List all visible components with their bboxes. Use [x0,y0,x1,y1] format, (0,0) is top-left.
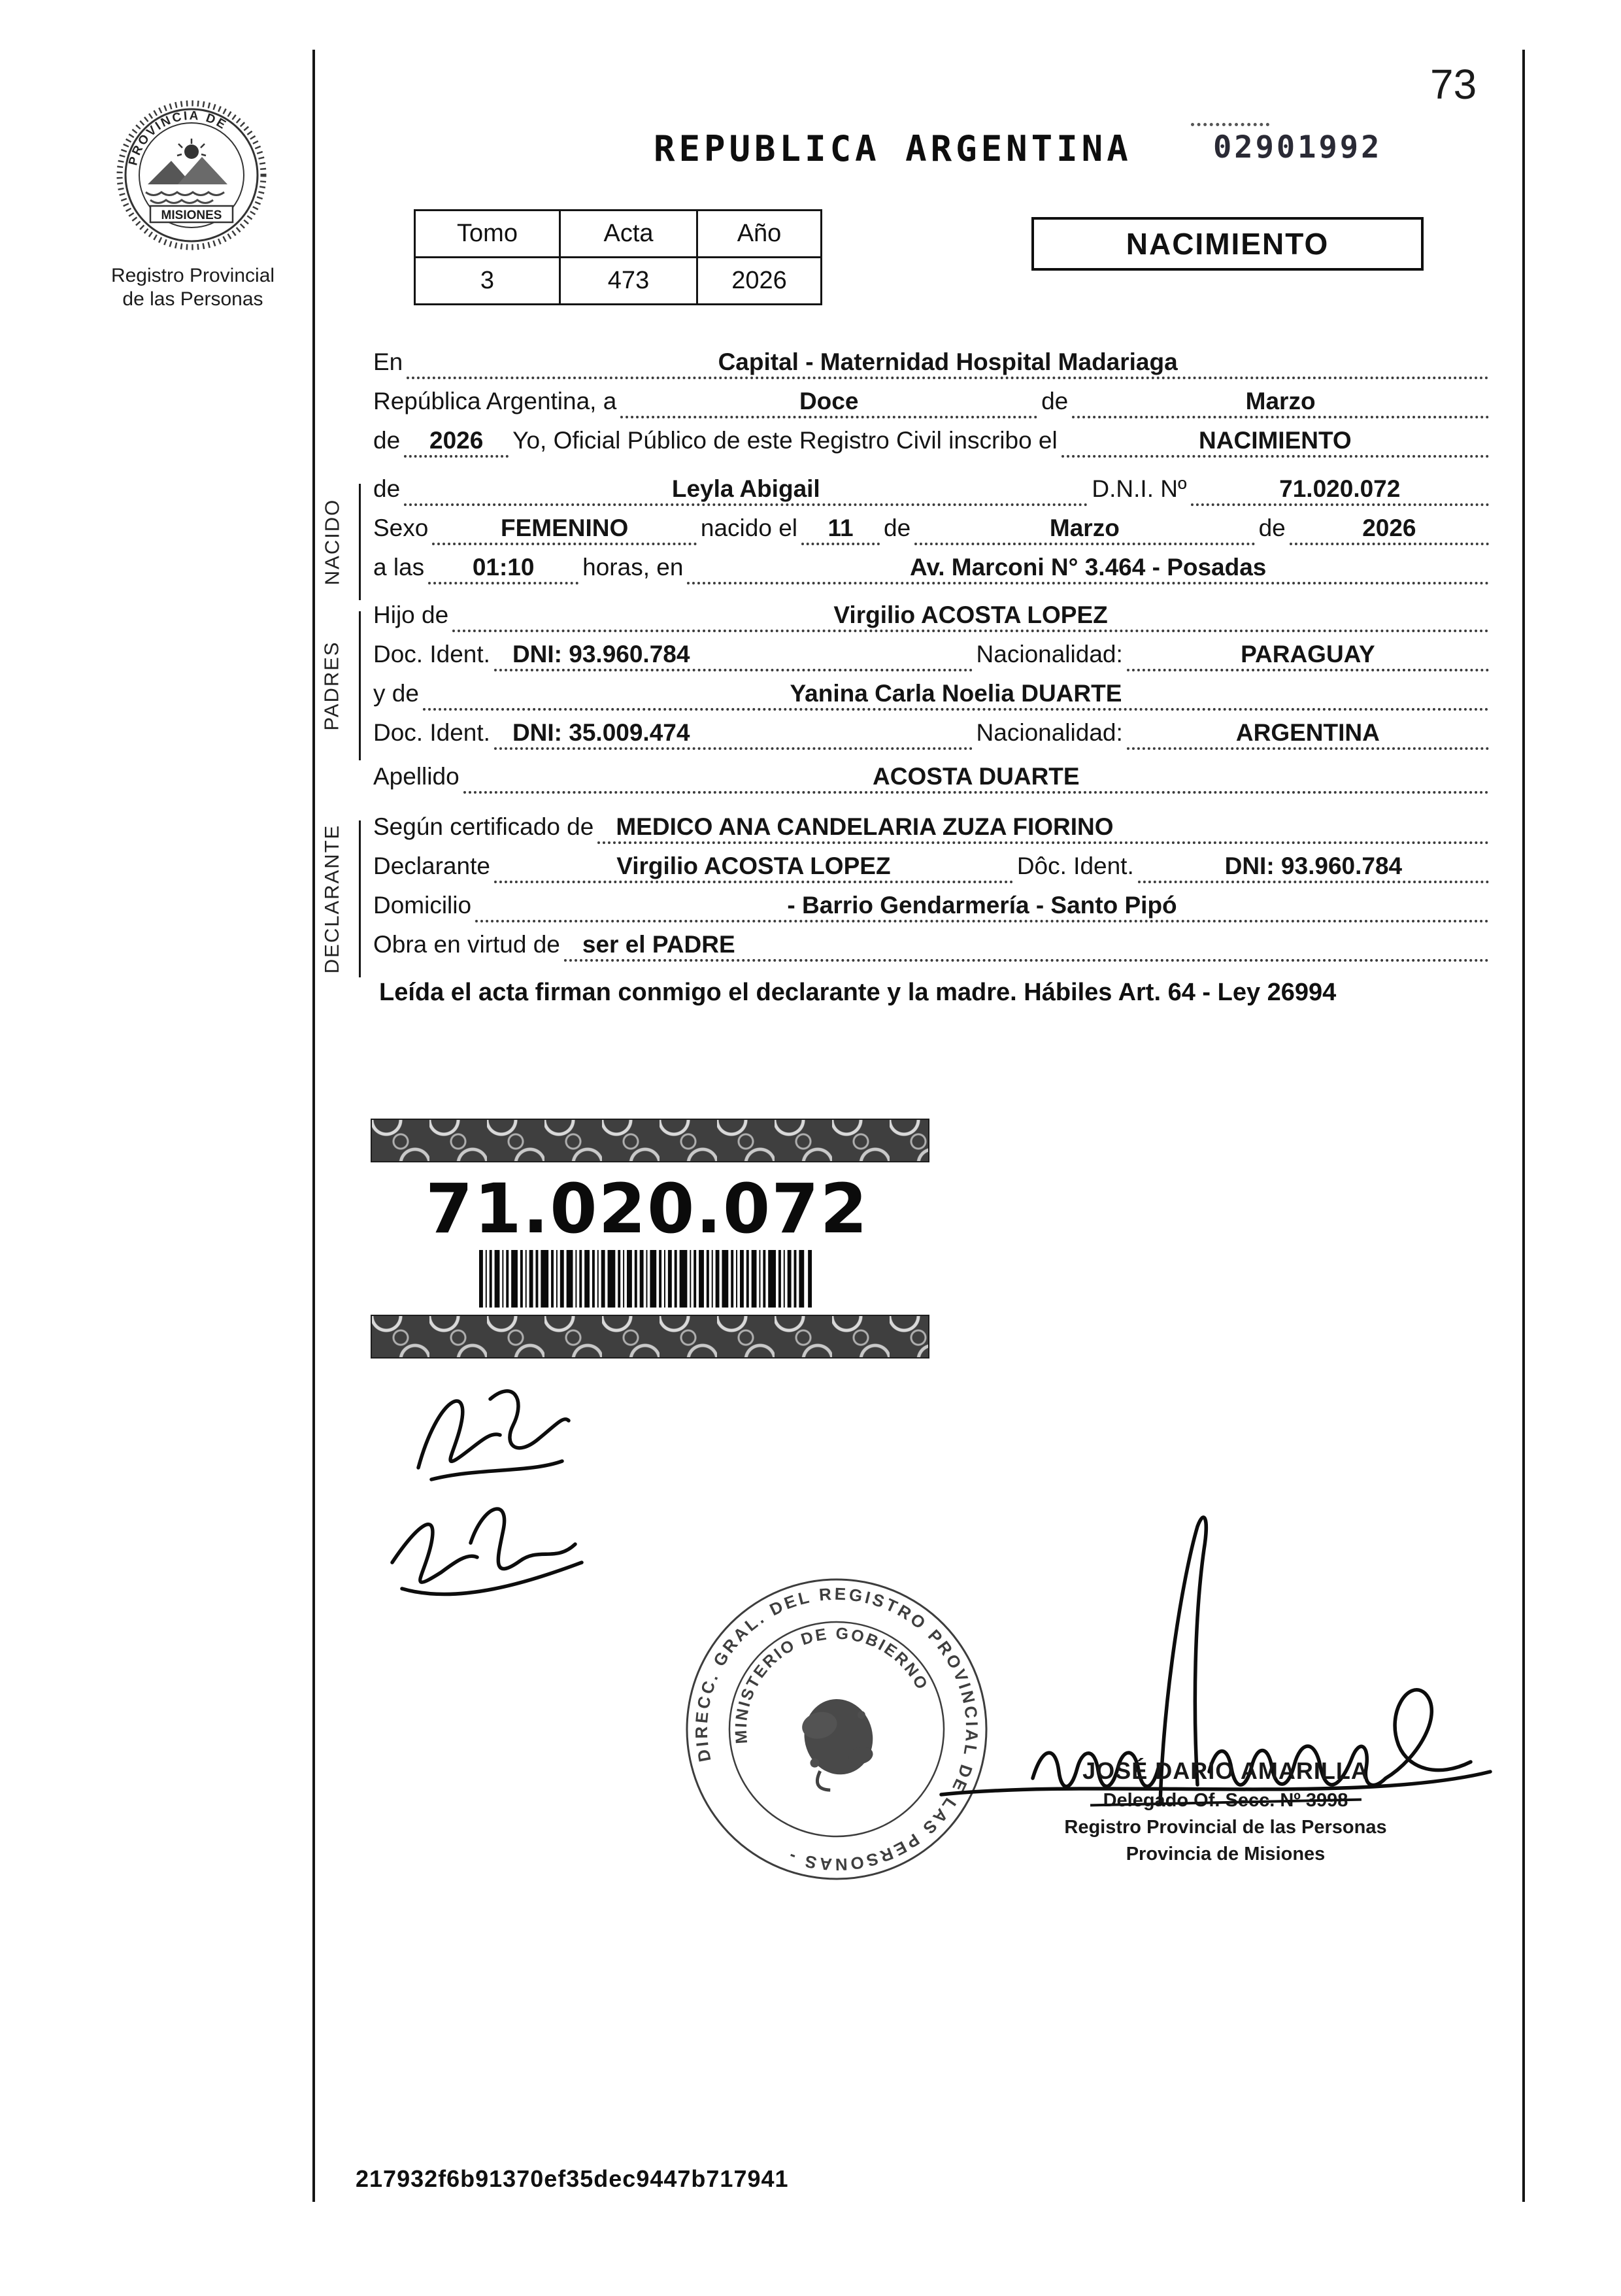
stamp-inner-text: MINISTERIO DE GOBIERNO [731,1624,932,1745]
official-name: JOSÉ DARIO AMARILLA [1082,1757,1369,1784]
en-value: Capital - Maternidad Hospital Madariaga [407,348,1489,379]
field-line-en: En Capital - Maternidad Hospital Madariaga [369,348,1489,379]
field-line-madre-doc: Doc. Ident. DNI: 35.009.474 Nacionalidad: ARGENTINA [369,719,1489,750]
day-value: Doce [620,388,1037,418]
field-line-fecha: República Argentina, a Doce de Marzo [369,388,1489,418]
obra-value: ser el PADRE [564,931,1489,962]
declarante-doc: DNI: 93.960.784 [1138,853,1489,883]
birth-day-value: 11 [801,515,880,545]
father-name: Virgilio ACOSTA LOPEZ [452,601,1489,632]
mother-nationality: ARGENTINA [1127,719,1489,750]
guilloche-band-top [371,1119,929,1162]
field-line-padre: Hijo de Virgilio ACOSTA LOPEZ [369,601,1489,632]
dni-value: 71.020.072 [1191,475,1490,506]
padres-section-rule [359,611,361,760]
apellido-value: ACOSTA DUARTE [463,763,1489,794]
section-label-declarante: DECLARANTE [320,824,343,974]
acta-table [414,209,822,305]
field-line-sexo: Sexo FEMENINO nacido el 11 de Marzo de 2026 [369,515,1489,545]
declarante-section-rule [359,820,361,977]
document-title: REPUBLICA ARGENTINA [654,128,1132,169]
field-line-declarante: Declarante Virgilio ACOSTA LOPEZ Dôc. Ident. DNI: 93.960.784 [369,853,1489,883]
time-value: 01:10 [428,554,578,584]
sexo-value: FEMENINO [432,515,697,545]
province-seal-icon [110,95,273,259]
closing-statement: Leída el acta firman conmigo el declarante y la madre. Hábiles Art. 64 - Ley 26994 [379,979,1337,1006]
official-org: Registro Provincial de las Personas [1064,1817,1387,1838]
dni-barcode [479,1250,813,1308]
dni-large-number: 71.020.072 [426,1169,869,1249]
birth-month-value: Marzo [914,515,1254,545]
seal-banner-text: MISIONES [161,209,222,222]
section-label-nacido: NACIDO [320,498,344,586]
field-line-inscribo: de 2026 Yo, Oficial Público de este Registro Civil inscribo el NACIMIENTO [369,427,1489,458]
acta-table-header-acta: Acta [560,211,697,258]
acta-table-value-anio: 2026 [697,258,822,305]
certificado-value: MEDICO ANA CANDELARIA ZUZA FIORINO [597,813,1489,844]
seal-caption: Registro Provincial de las Personas [110,265,275,310]
document-hash: 217932f6b91370ef35dec9447b717941 [356,2165,789,2192]
record-type-box: NACIMIENTO [1031,217,1424,271]
field-line-domicilio: Domicilio - Barrio Gendarmería - Santo Pipó [369,892,1489,922]
name-value: Leyla Abigail [404,475,1088,506]
year-value: 2026 [404,427,509,458]
field-line-certificado: Según certificado de MEDICO ANA CANDELARIA ZUZA FIORINO [369,813,1489,844]
field-line-apellido: Apellido ACOSTA DUARTE [369,763,1489,794]
acta-table-header-tomo: Tomo [415,211,560,258]
signature-mother [379,1484,595,1608]
acta-table-header-anio: Año [697,211,822,258]
field-line-madre: y de Yanina Carla Noelia DUARTE [369,680,1489,711]
page-number: 73 [1430,61,1477,108]
month-value: Marzo [1072,388,1489,418]
stamp-outer-text: DIRECC. GRAL. DEL REGISTRO PROVINCIAL DE LAS PERSONAS - [691,1583,982,1875]
acta-table-value-tomo: 3 [415,258,560,305]
field-line-padre-doc: Doc. Ident. DNI: 93.960.784 Nacionalidad: PARAGUAY [369,641,1489,671]
official-province: Provincia de Misiones [1126,1844,1326,1865]
stamped-serial-number: 02901992 [1213,129,1382,165]
field-line-hora-lugar: a las 01:10 horas, en Av. Marconi N° 3.464 - Posadas [369,554,1489,584]
guilloche-band-bottom [371,1315,929,1359]
official-stamp-block [1010,1757,1441,1865]
domicilio-value: - Barrio Gendarmería - Santo Pipó [475,892,1489,922]
section-label-padres: PADRES [320,641,343,731]
left-border-line [312,50,315,2202]
nacido-section-rule [359,484,361,600]
signature-declarant [392,1370,588,1494]
inscribe-value: NACIMIENTO [1061,427,1489,458]
mother-doc: DNI: 35.009.474 [494,719,973,750]
stamp-center-blob [796,1692,883,1793]
father-doc: DNI: 93.960.784 [494,641,973,671]
birth-year-value: 2026 [1290,515,1489,545]
svg-text:PROVINCIA DE [126,109,229,167]
acta-table-value-acta: 473 [560,258,697,305]
declarante-value: Virgilio ACOSTA LOPEZ [494,853,1013,883]
field-line-obra: Obra en virtud de ser el PADRE [369,931,1489,962]
seal-arc-text: PROVINCIA DE [126,109,230,167]
field-line-nombre: de Leyla Abigail D.N.I. Nº 71.020.072 [369,475,1489,506]
mother-name: Yanina Carla Noelia DUARTE [423,680,1489,711]
official-role: Delegado Of. Secc. Nº 3998 [1103,1790,1348,1811]
father-nationality: PARAGUAY [1127,641,1489,671]
right-border-line [1522,50,1525,2202]
place-value: Av. Marconi N° 3.464 - Posadas [687,554,1489,584]
